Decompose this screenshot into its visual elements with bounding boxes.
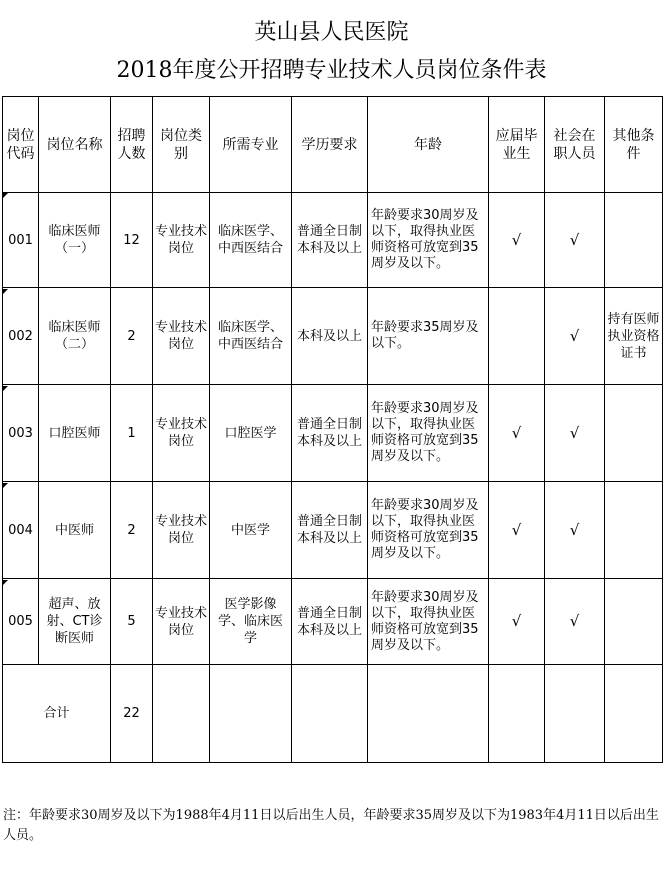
footnote: 注：年龄要求30周岁及以下为1988年4月11日以后出生人员，年龄要求35周岁及以下为1983年4月11日以后出生人员。 xyxy=(3,808,659,843)
cell-social: √ xyxy=(545,193,605,288)
cell-major: 口腔医学 xyxy=(210,385,292,482)
cell-other xyxy=(605,193,663,288)
row-corner-mark xyxy=(3,580,8,585)
cell-other xyxy=(605,579,663,665)
cell-category: 专业技术岗位 xyxy=(153,482,210,579)
cell-education: 普通全日制本科及以上 xyxy=(292,482,368,579)
cell-education: 本科及以上 xyxy=(292,288,368,385)
header-name: 岗位名称 xyxy=(39,97,111,193)
cell-other xyxy=(605,482,663,579)
header-code: 岗位代码 xyxy=(3,97,39,193)
cell-code: 005 xyxy=(3,579,39,665)
document-subtitle: 2018年度公开招聘专业技术人员岗位条件表 xyxy=(116,58,547,83)
row-corner-mark xyxy=(3,289,8,294)
header-row xyxy=(3,97,663,193)
cell-social: √ xyxy=(545,579,605,665)
cell-category: 专业技术岗位 xyxy=(153,288,210,385)
cell-code: 002 xyxy=(3,288,39,385)
cell-graduate xyxy=(489,288,545,385)
cell-code: 003 xyxy=(3,385,39,482)
cell-count: 5 xyxy=(111,579,153,665)
cell-graduate: √ xyxy=(489,482,545,579)
header-age: 年龄 xyxy=(368,97,489,193)
positions-table xyxy=(2,96,663,763)
row-corner-mark xyxy=(3,193,8,198)
cell-age: 年龄要求35周岁及以下。 xyxy=(368,288,489,385)
header-category: 岗位类别 xyxy=(153,97,210,193)
cell-social: √ xyxy=(545,288,605,385)
cell-age: 年龄要求30周岁及以下，取得执业医师资格可放宽到35周岁及以下。 xyxy=(368,193,489,288)
cell-graduate: √ xyxy=(489,193,545,288)
cell-age: 年龄要求30周岁及以下，取得执业医师资格可放宽到35周岁及以下。 xyxy=(368,482,489,579)
cell-major: 中医学 xyxy=(210,482,292,579)
total-label: 合计 xyxy=(3,665,111,763)
cell-category: 专业技术岗位 xyxy=(153,193,210,288)
header-education: 学历要求 xyxy=(292,97,368,193)
header-other: 其他条件 xyxy=(605,97,663,193)
cell-major: 临床医学、中西医结合 xyxy=(210,193,292,288)
cell-category: 专业技术岗位 xyxy=(153,385,210,482)
header-major: 所需专业 xyxy=(210,97,292,193)
table-row xyxy=(3,482,663,579)
cell-category: 专业技术岗位 xyxy=(153,579,210,665)
table-row xyxy=(3,579,663,665)
cell-code: 004 xyxy=(3,482,39,579)
cell-count: 12 xyxy=(111,193,153,288)
cell-graduate: √ xyxy=(489,579,545,665)
cell-name: 临床医师（二） xyxy=(39,288,111,385)
cell-graduate: √ xyxy=(489,385,545,482)
row-corner-mark xyxy=(3,386,8,391)
table-row xyxy=(3,385,663,482)
cell-other: 持有医师执业资格证书 xyxy=(605,288,663,385)
cell-name: 临床医师（一） xyxy=(39,193,111,288)
header-count: 招聘人数 xyxy=(111,97,153,193)
cell-name: 口腔医师 xyxy=(39,385,111,482)
cell-education: 普通全日制本科及以上 xyxy=(292,579,368,665)
cell-major: 医学影像学、临床医学 xyxy=(210,579,292,665)
cell-social: √ xyxy=(545,385,605,482)
document-title: 英山县人民医院 xyxy=(254,20,409,45)
cell-count: 2 xyxy=(111,482,153,579)
cell-count: 2 xyxy=(111,288,153,385)
cell-name: 超声、放射、CT诊断医师 xyxy=(39,579,111,665)
cell-education: 普通全日制本科及以上 xyxy=(292,193,368,288)
table-row xyxy=(3,193,663,288)
row-corner-mark xyxy=(3,483,8,488)
total-row xyxy=(3,665,663,763)
cell-other xyxy=(605,385,663,482)
cell-age: 年龄要求30周岁及以下，取得执业医师资格可放宽到35周岁及以下。 xyxy=(368,385,489,482)
cell-major: 临床医学、中西医结合 xyxy=(210,288,292,385)
cell-age: 年龄要求30周岁及以下，取得执业医师资格可放宽到35周岁及以下。 xyxy=(368,579,489,665)
header-graduate: 应届毕业生 xyxy=(489,97,545,193)
cell-code: 001 xyxy=(3,193,39,288)
cell-name: 中医师 xyxy=(39,482,111,579)
total-count: 22 xyxy=(111,665,153,763)
cell-social: √ xyxy=(545,482,605,579)
cell-count: 1 xyxy=(111,385,153,482)
cell-education: 普通全日制本科及以上 xyxy=(292,385,368,482)
table-row xyxy=(3,288,663,385)
header-social: 社会在职人员 xyxy=(545,97,605,193)
